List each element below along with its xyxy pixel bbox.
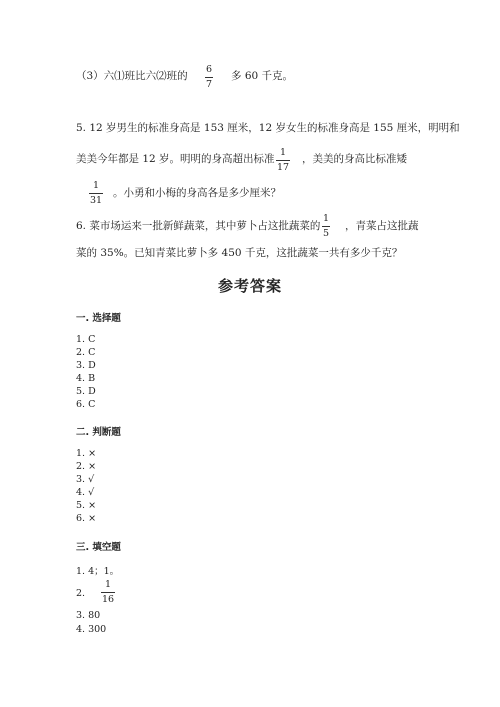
section-heading-multiple-choice: 一. 选择题 (76, 313, 121, 324)
fraction-denominator: 7 (206, 78, 213, 90)
q6-line1-before: 6. 菜市场运来一批新鲜蔬菜，其中萝卜占这批蔬菜的 (76, 220, 321, 232)
q5-fraction-2 (89, 181, 103, 205)
q6-fraction (322, 214, 330, 238)
section-heading-true-false: 二. 判断题 (76, 427, 121, 438)
answer-item: 3. 80 (76, 610, 101, 621)
answer-item: 2. × (76, 461, 97, 472)
q3-sub-fraction (205, 65, 213, 89)
answer-item: 1. 4；1。 (76, 566, 120, 577)
answer-item: 6. C (76, 399, 96, 410)
fraction-denominator: 31 (90, 194, 103, 206)
answer-item: 3. √ (76, 474, 95, 485)
q6-line2: 菜的 35%。已知青菜比萝卜多 450 千克，这批蔬菜一共有多少千克？ (76, 247, 403, 259)
answer-item: 5. × (76, 500, 97, 511)
fraction-denominator: 5 (323, 227, 330, 239)
fraction-numerator: 1 (323, 213, 330, 224)
answers-title: 参考答案 (217, 277, 282, 295)
answer-item: 4. B (76, 373, 96, 384)
q3-sub-text-before: （3）六⑴班比六⑵班的 (76, 70, 188, 82)
q5-line2-before: 美美今年都是 12 岁。明明的身高超出标准 (76, 153, 275, 165)
fraction-numerator: 1 (280, 147, 287, 158)
section-heading-fill-in: 三. 填空题 (76, 542, 121, 553)
fraction-numerator: 1 (93, 180, 100, 191)
q5-line3: 。小勇和小梅的身高各是多少厘米？ (113, 187, 281, 199)
answer-item: 2. C (76, 347, 96, 358)
q5-line1: 5. 12 岁男生的标准身高是 153 厘米，12 岁女生的标准身高是 155 厘米，明明和 (76, 122, 460, 134)
q6-line1-after: ，青菜占这批蔬 (345, 220, 419, 232)
fraction-denominator: 17 (277, 161, 290, 173)
q5-line2-after: ，美美的身高比标准矮 (302, 153, 407, 165)
q3-sub-text-after: 多 60 千克。 (231, 70, 294, 82)
answer-fraction (101, 580, 115, 604)
answer-item: 5. D (76, 386, 96, 397)
answer-item: 1. × (76, 448, 97, 459)
answer-item: 1. C (76, 334, 96, 345)
fraction-numerator: 1 (105, 579, 112, 590)
fraction-denominator: 16 (102, 593, 115, 605)
q5-fraction-1 (276, 148, 290, 172)
fraction-numerator: 6 (206, 64, 213, 75)
answer-item: 4. √ (76, 487, 95, 498)
answer-item: 4. 300 (76, 624, 107, 635)
answer-item: 3. D (76, 360, 96, 371)
answer-item-label: 2. (76, 588, 86, 599)
answer-item: 6. × (76, 513, 97, 524)
